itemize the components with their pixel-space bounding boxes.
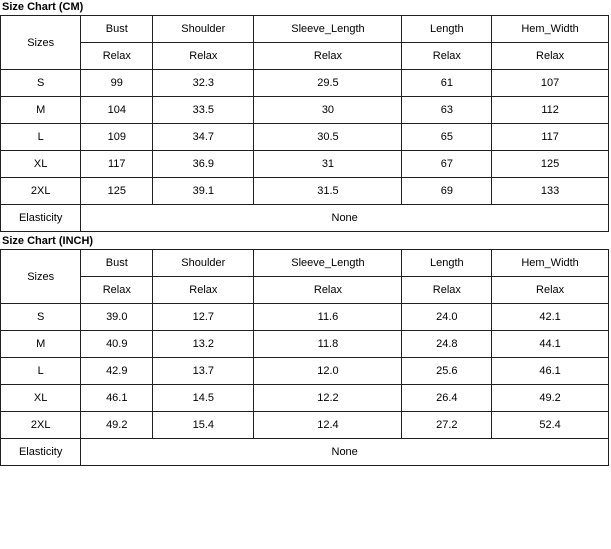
cell-bust: 42.9 xyxy=(81,358,153,385)
cell-hem-width: 112 xyxy=(492,97,609,124)
cell-hem-width: 107 xyxy=(492,70,609,97)
fit-bust: Relax xyxy=(81,43,153,70)
header-length: Length xyxy=(402,250,492,277)
table-fit-row xyxy=(1,43,609,70)
cell-hem-width: 46.1 xyxy=(492,358,609,385)
elasticity-value: None xyxy=(81,439,609,466)
table-row xyxy=(1,178,609,205)
table-row xyxy=(1,385,609,412)
cell-sleeve-length: 11.6 xyxy=(254,304,402,331)
cell-hem-width: 117 xyxy=(492,124,609,151)
row-size-label: M xyxy=(1,97,81,124)
cell-length: 65 xyxy=(402,124,492,151)
cell-shoulder: 34.7 xyxy=(153,124,254,151)
cell-shoulder: 36.9 xyxy=(153,151,254,178)
cell-sleeve-length: 30 xyxy=(254,97,402,124)
cell-length: 24.0 xyxy=(402,304,492,331)
cell-hem-width: 52.4 xyxy=(492,412,609,439)
fit-shoulder: Relax xyxy=(153,277,254,304)
table-fit-row xyxy=(1,277,609,304)
fit-hem-width: Relax xyxy=(492,43,609,70)
cell-bust: 40.9 xyxy=(81,331,153,358)
cell-bust: 109 xyxy=(81,124,153,151)
header-bust: Bust xyxy=(81,250,153,277)
cell-length: 69 xyxy=(402,178,492,205)
table-row xyxy=(1,151,609,178)
table-row xyxy=(1,97,609,124)
table-row xyxy=(1,412,609,439)
header-shoulder: Shoulder xyxy=(153,250,254,277)
cell-shoulder: 39.1 xyxy=(153,178,254,205)
cell-shoulder: 12.7 xyxy=(153,304,254,331)
header-hem-width: Hem_Width xyxy=(492,16,609,43)
header-sizes: Sizes xyxy=(1,250,81,304)
header-sizes: Sizes xyxy=(1,16,81,70)
fit-bust: Relax xyxy=(81,277,153,304)
cell-hem-width: 49.2 xyxy=(492,385,609,412)
header-bust: Bust xyxy=(81,16,153,43)
cell-hem-width: 42.1 xyxy=(492,304,609,331)
cell-hem-width: 44.1 xyxy=(492,331,609,358)
cell-length: 61 xyxy=(402,70,492,97)
cell-sleeve-length: 11.8 xyxy=(254,331,402,358)
row-size-label: S xyxy=(1,70,81,97)
elasticity-value: None xyxy=(81,205,609,232)
cell-bust: 117 xyxy=(81,151,153,178)
cell-length: 25.6 xyxy=(402,358,492,385)
size-chart-cm-table xyxy=(0,15,609,232)
cell-bust: 39.0 xyxy=(81,304,153,331)
elasticity-label: Elasticity xyxy=(1,439,81,466)
header-hem-width: Hem_Width xyxy=(492,250,609,277)
cell-shoulder: 15.4 xyxy=(153,412,254,439)
fit-sleeve-length: Relax xyxy=(254,43,402,70)
cell-sleeve-length: 12.2 xyxy=(254,385,402,412)
row-size-label: 2XL xyxy=(1,412,81,439)
cell-length: 26.4 xyxy=(402,385,492,412)
row-size-label: L xyxy=(1,124,81,151)
table-header-row xyxy=(1,16,609,43)
cell-shoulder: 33.5 xyxy=(153,97,254,124)
header-shoulder: Shoulder xyxy=(153,16,254,43)
table-row xyxy=(1,70,609,97)
size-chart-inch-title: Size Chart (INCH) xyxy=(2,235,94,247)
cell-length: 24.8 xyxy=(402,331,492,358)
cell-bust: 49.2 xyxy=(81,412,153,439)
cell-sleeve-length: 29.5 xyxy=(254,70,402,97)
cell-sleeve-length: 31.5 xyxy=(254,178,402,205)
cell-hem-width: 125 xyxy=(492,151,609,178)
header-length: Length xyxy=(402,16,492,43)
cell-length: 63 xyxy=(402,97,492,124)
cell-length: 27.2 xyxy=(402,412,492,439)
cell-bust: 46.1 xyxy=(81,385,153,412)
table-row xyxy=(1,124,609,151)
fit-length: Relax xyxy=(402,43,492,70)
table-header-row xyxy=(1,250,609,277)
row-size-label: XL xyxy=(1,385,81,412)
elasticity-label: Elasticity xyxy=(1,205,81,232)
cell-sleeve-length: 31 xyxy=(254,151,402,178)
size-chart-inch-table xyxy=(0,249,609,466)
header-sleeve-length: Sleeve_Length xyxy=(254,16,402,43)
cell-shoulder: 32.3 xyxy=(153,70,254,97)
cell-bust: 125 xyxy=(81,178,153,205)
cell-bust: 99 xyxy=(81,70,153,97)
fit-sleeve-length: Relax xyxy=(254,277,402,304)
table-row xyxy=(1,358,609,385)
size-chart-cm-title: Size Chart (CM) xyxy=(2,1,84,13)
cell-bust: 104 xyxy=(81,97,153,124)
cell-hem-width: 133 xyxy=(492,178,609,205)
cell-sleeve-length: 12.4 xyxy=(254,412,402,439)
row-size-label: M xyxy=(1,331,81,358)
cell-shoulder: 14.5 xyxy=(153,385,254,412)
row-size-label: L xyxy=(1,358,81,385)
fit-length: Relax xyxy=(402,277,492,304)
cell-shoulder: 13.7 xyxy=(153,358,254,385)
table-row xyxy=(1,331,609,358)
table-elasticity-row xyxy=(1,205,609,232)
cell-shoulder: 13.2 xyxy=(153,331,254,358)
cell-length: 67 xyxy=(402,151,492,178)
cell-sleeve-length: 12.0 xyxy=(254,358,402,385)
table-row xyxy=(1,304,609,331)
row-size-label: 2XL xyxy=(1,178,81,205)
row-size-label: S xyxy=(1,304,81,331)
fit-shoulder: Relax xyxy=(153,43,254,70)
cell-sleeve-length: 30.5 xyxy=(254,124,402,151)
fit-hem-width: Relax xyxy=(492,277,609,304)
header-sleeve-length: Sleeve_Length xyxy=(254,250,402,277)
table-elasticity-row xyxy=(1,439,609,466)
row-size-label: XL xyxy=(1,151,81,178)
